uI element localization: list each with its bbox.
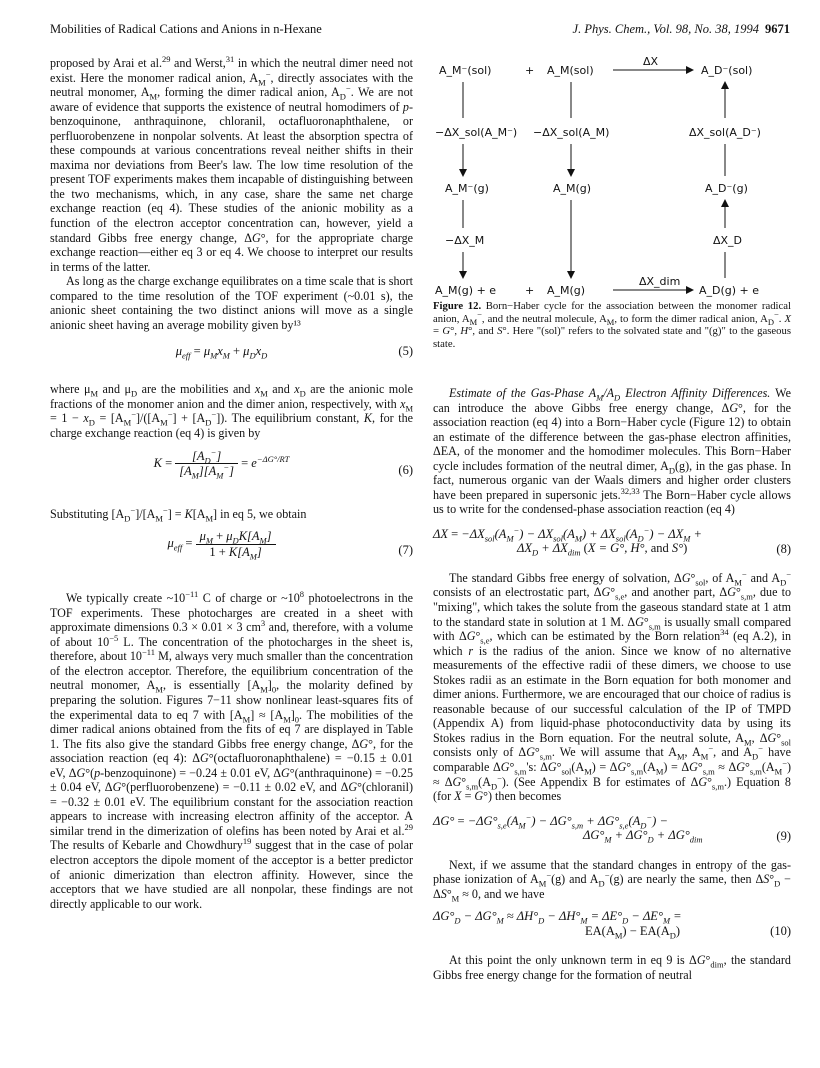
left-paragraph-2: As long as the charge exchange equilibrates on a time scale that is short compared to the time resolution of the TOF experiment (~0.01 s), the anionic sheet containing the two distinct anions will move as a single anionic sheet having an average mobility given by¹³: [50, 274, 413, 332]
label-dxd: ΔX_D: [713, 234, 743, 247]
equation-6: K = $\frac{[A_D^-]}{[A_M][A_M^-]}$ = $e^{-\Delta G^\circ/RT}$ (6): [153, 446, 413, 481]
equation-6-number: (6): [398, 462, 413, 477]
journal-citation: J. Phys. Chem., Vol. 98, No. 38, 1994 9671: [572, 22, 790, 36]
node-am-gas-electron: A_M(g) + e: [435, 284, 497, 297]
left-column: [50, 53, 414, 911]
node-ad-anion-sol: A_D⁻(sol): [701, 64, 753, 77]
plus-top: +: [525, 64, 535, 77]
node-ad-gas-electron: A_D(g) + e: [699, 284, 760, 297]
label-dxsol-am-anion: −ΔX_sol(A_M⁻): [435, 126, 518, 139]
label-dxsol-ad-anion: ΔX_sol(A_D⁻): [689, 126, 761, 139]
right-column: [433, 386, 791, 982]
equation-10-number: (10): [770, 924, 791, 939]
page-header: [50, 22, 790, 42]
equation-8: $\Delta X = -\Delta X_{sol}(A_M^-) - \Delta X_{sol}(A_M) + \Delta X_{sol}(A_D^-) - \Delta X_M$ + $\Delta X_D + \Delta X_{dim}$ (X = G°, H°, and S°) (8): [433, 524, 791, 558]
equation-7-number: (7): [398, 543, 413, 558]
node-ad-anion-gas: A_D⁻(g): [705, 182, 748, 195]
equation-7: $\mu_{eff}$ = $\frac{\mu_M + \mu_DK[A_M]}{1 + K[A_M]}$ (7): [167, 529, 413, 562]
equation-5: $\mu_{eff} = \mu_Mx_M + \mu_Dx_D$ (5): [175, 344, 413, 361]
label-dxsol-am: −ΔX_sol(A_M): [533, 126, 610, 139]
right-paragraph-4: At this point the only unknown term in eq 9 is $\Delta G^\circ_{dim}$, the standard Gibbs free energy change for the formation of neutral: [433, 953, 791, 982]
node-am-sol: A_M(sol): [547, 64, 594, 77]
equation-8-number: (8): [776, 541, 791, 556]
right-paragraph-3: Next, if we assume that the standard changes in entropy of the gas-phase ionization of $A_M^-(g)$ and $A_D^-(g)$ are nearly the same, then $\Delta S^\circ_D - \Delta S^\circ_M \approx 0$, and we have: [433, 857, 791, 904]
figure-12-born-haber-cycle: [433, 56, 791, 306]
right-paragraph-1: Estimate of the Gas-Phase $A_M/A_D$ Electron Affinity Differences. We can introduce the above Gibbs free energy change, ΔG°, for the association reaction (eq 4) into a Born−Haber cycle (Figure 12) to obtain an estimate of the difference between the gas-phase electron affinities, ΔEA, of the monomer and the homodimer molecules. This Born−Haber cycle includes formation of the neutral dimer, $A_D(g)$, in the gas phase. In fact, numerous organic van der Waals dimers and higher order clusters have been prepared in supersonic jets.$^{32,33}$ The Born−Haber cycle allows us to write for the condensed-phase association reaction (eq 4): [433, 386, 791, 517]
arrow-label-dx: ΔX: [643, 56, 659, 68]
equation-9: $\Delta G^\circ = -\Delta G^\circ_{s,e}(A_M^-) - \Delta G^\circ_{s,m} + \Delta G^\circ_{s,e}(A_D^-)$ − $\Delta G^\circ_M + \Delta G^\circ_D + \Delta G^\circ_{dim}$ (9): [433, 811, 791, 845]
node-am-anion-gas: A_M⁻(g): [445, 182, 489, 195]
plus-bottom: +: [525, 284, 535, 297]
node-am-gas-bottom: A_M(g): [547, 284, 586, 297]
equation-10: $\Delta G^\circ_D - \Delta G^\circ_M \approx \Delta H^\circ_D - \Delta H^\circ_M = \Delta E^\circ_D - \Delta E^\circ_M$ = $EA(A_M) - EA(A_D)$ (10): [433, 909, 791, 941]
node-am-gas: A_M(g): [553, 182, 592, 195]
left-paragraph-4: Substituting $[A_D^-]/[A_M^-] = K[A_M]$ in eq 5, we obtain: [50, 504, 307, 523]
page-number: 9671: [765, 22, 790, 36]
right-paragraph-2: The standard Gibbs free energy of solvation, $\Delta G^\circ_{sol}$, of $A_M^-$ and $A_D^-$ consists of an electrostatic part, $\Delta G^\circ_{s,e}$, and another part, $\Delta G^\circ_{s,m}$, due to "mixing", which takes the solute from the gaseous standard state at 1 atm to the standard state in solution at 1 M. $\Delta G^\circ_{s,m}$ is usually small compared with $\Delta G^\circ_{s,e}$, which can be estimated by the Born relation$^{34}$ (eq A.2), in which r is the radius of the anion. Since we know of no alternative measurements of the effective radii of these dimers, we choose to use Stokes radii as an estimate in the Born equation for both monomer and dimer anions. Furthermore, we are encouraged that our choice of radius is reasonable because of our successful calculation of the IP of TMPD (Appendix A) from liquid-phase photoconductivity data by using its Stokes radius in the Born equation. For the neutral solute, $A_M$, $\Delta G^\circ_{sol}$ consists only of $\Delta G^\circ_{s,m}$. We will assume that $A_M$, $A_M^-$, and $A_D^-$ have comparable $\Delta G^\circ_{s,m}'s$: $\Delta G^\circ_{sol}(A_M) = \Delta G^\circ_{s,m}(A_M) = \Delta G^\circ_{s,m} \approx \Delta G^\circ_{s,m}(A_M^-) \approx \Delta G^\circ_{s,m}(A_D^-)$. (See Appendix B for estimates of $\Delta G^\circ_{s,m}$.) Equation 8 (for X = G°) then becomes: [433, 568, 792, 804]
figure-12-caption: Figure 12. Born−Haber cycle for the association between the monomer radical anion, $A_M^-$, and the neutral molecule, $A_M$, to form the dimer radical anion, $A_D^-$. X = G°, H°, and S°. Here "(sol)" refers to the solvated state and "(g)" to the gaseous state.: [433, 300, 791, 350]
running-title: Mobilities of Radical Cations and Anions in n-Hexane: [50, 22, 322, 36]
left-paragraph-3: where $\mu_M$ and $\mu_D$ are the mobilities and $x_M$ and $x_D$ are the anionic mole fractions of the monomer anion and the dimer anion, respectively, with $x_M = 1 - x_D = [A_M^-]/([A_M^-] + [A_D^-])$. The equilibrium constant, K, for the charge exchange reaction (eq 4) is given by: [50, 382, 414, 441]
node-am-anion-sol: A_M⁻(sol): [439, 64, 492, 77]
equation-5-number: (5): [398, 344, 413, 359]
caption-label: Figure 12.: [433, 300, 482, 312]
equation-9-number: (9): [776, 828, 791, 843]
arrow-label-dxdim: ΔX_dim: [639, 275, 681, 288]
label-dxm: −ΔX_M: [445, 234, 485, 247]
left-paragraph-1: proposed by Arai et al.$^{29}$ and Werst,$^{31}$ in which the neutral dimer need not exist. Here the monomer radical anion, $A_M^-$, directly associates with the neutral monomer, $A_M$, forming the dimer radical anion, $A_D^-$. We are not aware of evidence that supports the existence of neutral homodimers of p-benzoquinone, anthraquinone, chloranil, octafluoronaphthalene, or perfluorobenzene in nonpolar solvents. At least the absorption spectra of these compounds at various concentrations reveal neither shifts in their maxima nor deviations from Beer's law. The low time resolution of the present TOF experiments makes them incapable of distinguishing between the two mechanisms, which, in any case, share the same net charge exchange reaction (eq 4). These studies of the anionic mobility as a function of the electron acceptor concentration can, however, yield a standard Gibbs free energy change, ΔG°, for the appropriate charge exchange reaction—either eq 3 or eq 4. We choose to interpret our results in terms of the latter.: [50, 53, 414, 274]
left-paragraph-5: We typically create $\sim 10^{-11}$ C of charge or $\sim 10^8$ photoelectrons in the TOF experiments. These photocharges are created in a sheet with approximate dimensions 0.3 × 0.01 × 3 $cm^3$ and, therefore, with a volume of about $10^{-5}$ L. The concentration of the photocharges in the sheet is, therefore, about $10^{-11}$ M, always very much smaller than the concentration of the electron acceptor. Therefore, the equilibrium concentration of the neutral monomer, $A_M$, is essentially $[A_M]_0$, the molarity defined by preparing the solution. Figures 7−11 show nonlinear least-squares fits of the experimental data to eq 7 with $[A_M] \approx [A_M]_0$. The mobilities of the dimer radical anions obtained from the fits of eq 7 are displayed in Table 1. The fits also give the standard Gibbs free energy change, ΔG°, for the association reaction (eq 4): ΔG°(octafluoronaphthalene) = −0.15 ± 0.01 eV, ΔG°(p-benzoquinone) = −0.24 ± 0.01 eV, ΔG°(anthraquinone) = −0.25 ± 0.04 eV, ΔG°(perfluorobenzene) = −0.11 ± 0.02 eV, and ΔG°(chloranil) = −0.32 ± 0.01 eV. The equilibrium constant for the association reaction appears to increase with increasing electron affinity of the acceptor. A similar trend in the dimerization of olefins has been noted by Arai et al.$^{29}$ The results of Kebarle and Chowdhury$^{19}$ suggest that in the case of polar electron acceptors the dipole moment of the acceptor is a better predictor of anionic dimerization than electron affinity. However, since the acceptors that we have studied are all nonpolar, these findings are not directly applicable to our work.: [50, 589, 414, 911]
